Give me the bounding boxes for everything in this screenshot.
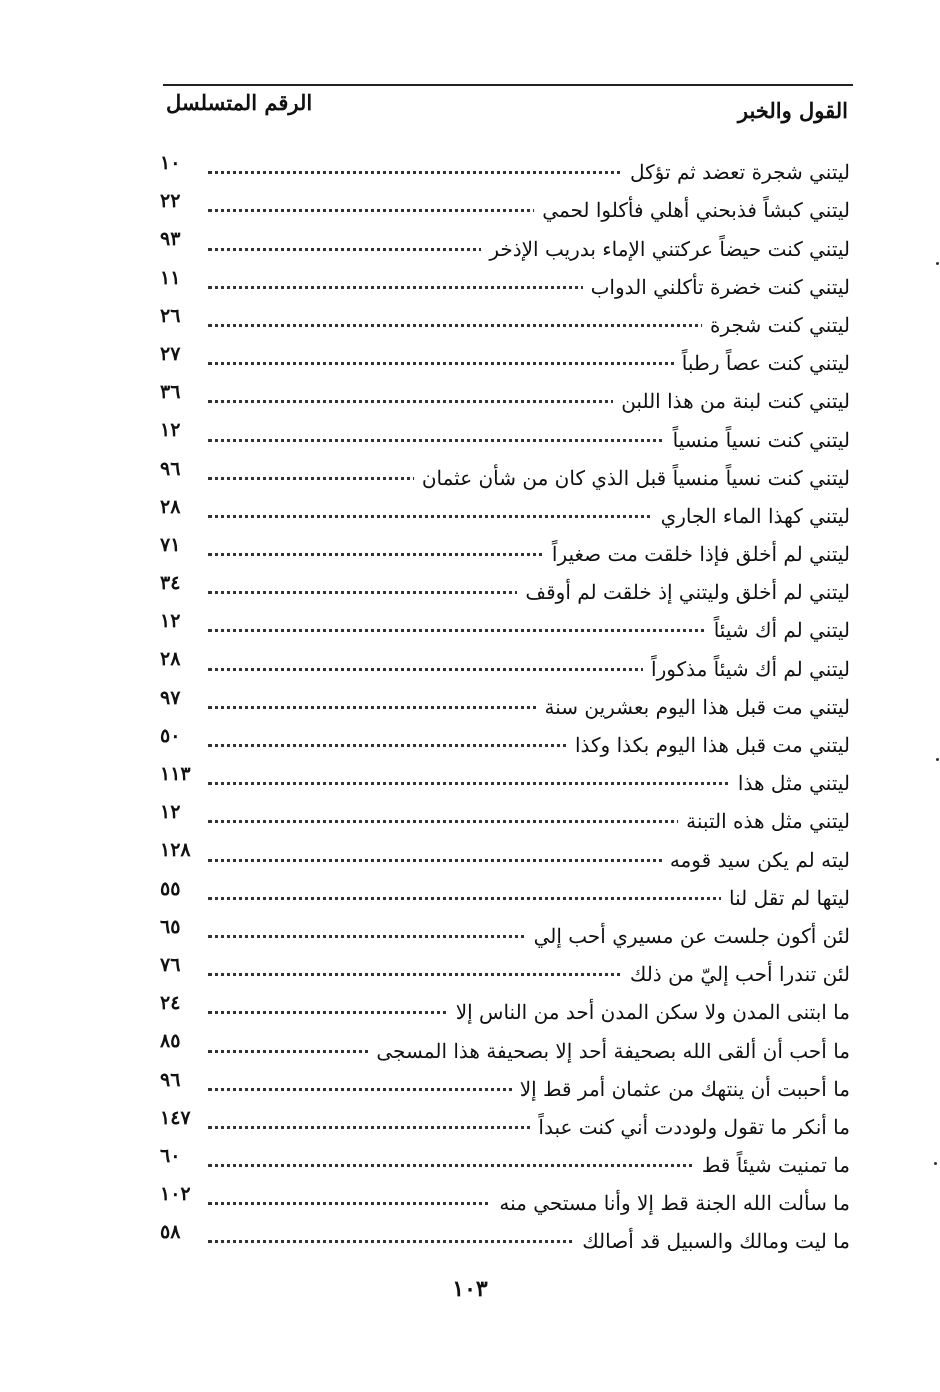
index-entry [150, 914, 850, 952]
index-entry [150, 952, 850, 990]
index-entry [150, 1067, 850, 1105]
scan-speck [936, 262, 939, 265]
entry-text: ما أنكر ما تقول ولوددت أني كنت عبداً [530, 1115, 850, 1139]
entry-serial-number: ٧١ [160, 534, 184, 556]
index-entry [150, 876, 850, 914]
header-title-serial-number: الرقم المتسلسل [166, 90, 313, 115]
index-entry [150, 646, 850, 684]
entry-text: ليتني كنت شجرة [702, 313, 850, 337]
entry-text: ما ابتنى المدن ولا سكن المدن أحد من الناس إلا [448, 1000, 850, 1024]
entry-serial-number: ٢٤ [160, 992, 184, 1014]
index-entry [150, 837, 850, 875]
entry-serial-number: ٥٥ [160, 878, 184, 900]
entry-text: ليته لم يكن سيد قومه [662, 848, 850, 872]
entry-serial-number: ١١٣ [160, 763, 195, 785]
entry-serial-number: ٥٠ [160, 725, 184, 747]
entry-text: ليتني كبشاً فذبحني أهلي فأكلوا لحمي [534, 198, 850, 222]
entry-text: ليتني كنت عصاً رطباً [674, 351, 850, 375]
entry-serial-number: ٩٦ [160, 458, 184, 480]
entry-text: ليتني شجرة تعضد ثم تؤكل [622, 160, 850, 184]
entry-serial-number: ١٢٨ [160, 839, 195, 861]
page-number: ١٠٣ [452, 1276, 488, 1302]
entry-text: ليتني كنت لبنة من هذا اللبن [613, 389, 850, 413]
index-entry [150, 532, 850, 570]
entry-text: ما أحببت أن ينتهك من عثمان أمر قط إلا [512, 1077, 850, 1101]
header-rule [163, 84, 853, 86]
index-entry [150, 990, 850, 1028]
scan-speck [936, 758, 939, 761]
index-entry [150, 1105, 850, 1143]
entry-serial-number: ٧٦ [160, 954, 184, 976]
entry-text: ليتها لم تقل لنا [721, 886, 850, 910]
entry-text: ما تمنيت شيئاً قط [694, 1153, 850, 1177]
entry-text: ليتني كنت حيضاً عركتني الإماء بدريب الإذخر [481, 237, 850, 261]
index-entry [150, 303, 850, 341]
entry-serial-number: ٢٦ [160, 305, 184, 327]
entry-text: ما أحب أن ألقى الله بصحيفة أحد إلا بصحيفة هذا المسجى [368, 1039, 850, 1063]
index-entry [150, 494, 850, 532]
entry-text: ليتني لم أك شيئاً مذكوراً [643, 657, 850, 681]
entry-serial-number: ٦٥ [160, 916, 184, 938]
index-entry [150, 226, 850, 264]
entry-text: ليتني لم أك شيئاً [706, 618, 850, 642]
index-entry [150, 1028, 850, 1066]
index-entry [150, 1143, 850, 1181]
index-entry [150, 150, 850, 188]
entry-serial-number: ١٠٢ [160, 1183, 195, 1205]
entry-text: ما سألت الله الجنة قط إلا وأنا مستحي منه [491, 1191, 850, 1215]
entry-text: ليتني مت قبل هذا اليوم بعشرين سنة [536, 695, 850, 719]
index-entry [150, 188, 850, 226]
entry-serial-number: ٩٧ [160, 687, 184, 709]
entry-serial-number: ٦٠ [160, 1145, 184, 1167]
entry-text: ليتني مثل هذا [730, 771, 850, 795]
index-entry [150, 456, 850, 494]
entry-serial-number: ٢٢ [160, 190, 184, 212]
index-entries-list [150, 150, 850, 1257]
entry-serial-number: ١٢ [160, 419, 184, 441]
entry-serial-number: ٩٦ [160, 1069, 184, 1091]
scan-speck [934, 1162, 937, 1165]
entry-serial-number: ٢٨ [160, 648, 184, 670]
header-title-sayings: القول والخبر [737, 98, 848, 123]
entry-text: ليتني مت قبل هذا اليوم بكذا وكذا [567, 733, 850, 757]
index-entry [150, 608, 850, 646]
entry-serial-number: ١٠ [160, 152, 184, 174]
index-entry [150, 265, 850, 303]
entry-serial-number: ١٤٧ [160, 1107, 195, 1129]
index-entry [150, 417, 850, 455]
entry-text: لئن أكون جلست عن مسيري أحب إلي [526, 924, 850, 948]
entry-serial-number: ٢٧ [160, 343, 184, 365]
entry-text: ليتني كنت خضرة تأكلني الدواب [583, 275, 850, 299]
index-entry [150, 1181, 850, 1219]
index-entry [150, 1219, 850, 1257]
entry-text: ليتني مثل هذه التبنة [678, 809, 850, 833]
entry-serial-number: ٩٣ [160, 228, 184, 250]
index-entry [150, 341, 850, 379]
entry-text: ليتني كنت نسياً منسياً [665, 428, 850, 452]
entry-serial-number: ٣٦ [160, 381, 184, 403]
entry-text: ما ليت ومالك والسبيل قد أصالك [574, 1229, 850, 1253]
entry-text: ليتني لم أخلق فإذا خلقت مت صغيراً [544, 542, 850, 566]
entry-serial-number: ١١ [160, 267, 184, 289]
entry-serial-number: ١٢ [160, 610, 184, 632]
entry-text: ليتني كهذا الماء الجاري [653, 504, 850, 528]
entry-serial-number: ٢٨ [160, 496, 184, 518]
entry-text: ليتني لم أخلق وليتني إذ خلقت لم أوقف [517, 580, 850, 604]
entry-serial-number: ٥٨ [160, 1221, 184, 1243]
entry-serial-number: ٨٥ [160, 1030, 184, 1052]
index-entry [150, 685, 850, 723]
entry-text: ليتني كنت نسياً منسياً قبل الذي كان من شأن عثمان [414, 466, 850, 490]
index-entry [150, 723, 850, 761]
index-entry [150, 379, 850, 417]
index-entry [150, 799, 850, 837]
entry-text: لئن تندرا أحب إليّ من ذلك [622, 962, 850, 986]
entry-serial-number: ٣٤ [160, 572, 184, 594]
entry-serial-number: ١٢ [160, 801, 184, 823]
index-entry [150, 761, 850, 799]
index-entry [150, 570, 850, 608]
